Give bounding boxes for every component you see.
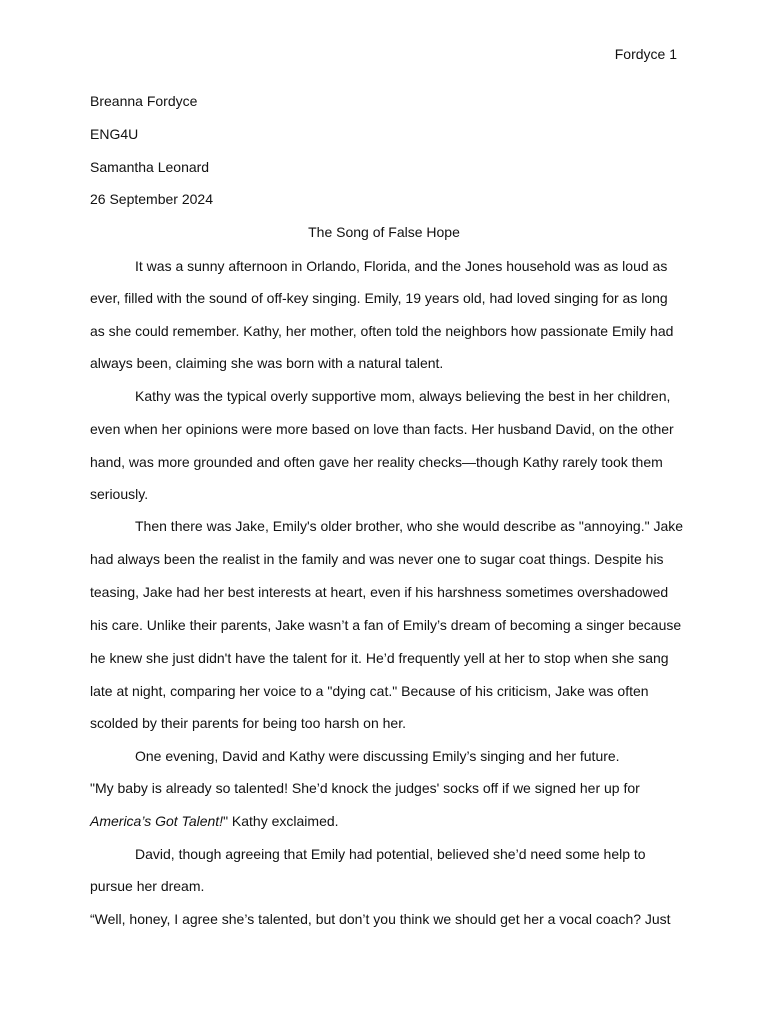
body-line: as she could remember. Kathy, her mother, often told the neighbors how passionate Emily had: [90, 323, 674, 339]
body-line: David, though agreeing that Emily had potential, believed she’d need some help to: [135, 846, 646, 862]
document-title: The Song of False Hope: [308, 224, 460, 240]
running-head: Fordyce 1: [614, 46, 677, 62]
teacher-name: Samantha Leonard: [90, 159, 210, 175]
body-line: pursue her dream.: [90, 878, 205, 894]
body-line: "My baby is already so talented! She’d knock the judges' socks off if we signed her up for: [90, 780, 640, 796]
body-line: late at night, comparing her voice to a "dying cat." Because of his criticism, Jake was often: [90, 683, 649, 699]
body-line: hand, was more grounded and often gave her reality checks—though Kathy rarely took them: [90, 454, 663, 470]
body-line: teasing, Jake had her best interests at heart, even if his harshness sometimes overshadowed: [90, 584, 669, 600]
quote-tail: " Kathy exclaimed.: [223, 813, 339, 829]
body-line: scolded by their parents for being too harsh on her.: [90, 715, 406, 731]
student-name: Breanna Fordyce: [90, 93, 198, 109]
course-code: ENG4U: [90, 126, 139, 142]
body-line: “Well, honey, I agree she’s talented, but don’t you think we should get her a vocal coach? Just: [90, 911, 671, 927]
body-line-with-title: [90, 813, 339, 829]
body-line: always been, claiming she was born with a natural talent.: [90, 355, 444, 371]
body-line: It was a sunny afternoon in Orlando, Florida, and the Jones household was as loud as: [135, 258, 668, 274]
body-line: had always been the realist in the family and was never one to sugar coat things. Despite his: [90, 551, 664, 567]
body-line: even when her opinions were more based on love than facts. Her husband David, on the other: [90, 421, 674, 437]
body-line: he knew she just didn't have the talent for it. He’d frequently yell at her to stop when she sang: [90, 650, 669, 666]
body-line: ever, filled with the sound of off-key singing. Emily, 19 years old, had loved singing for as long: [90, 290, 668, 306]
body-line: Then there was Jake, Emily's older brother, who she would describe as "annoying." Jake: [135, 518, 684, 534]
body-line: One evening, David and Kathy were discussing Emily’s singing and her future.: [135, 748, 620, 764]
date-line: 26 September 2024: [90, 191, 213, 207]
show-title-italic: America’s Got Talent!: [90, 813, 224, 829]
body-line: seriously.: [90, 486, 149, 502]
body-line: Kathy was the typical overly supportive mom, always believing the best in her children,: [135, 388, 671, 404]
body-line: his care. Unlike their parents, Jake wasn’t a fan of Emily’s dream of becoming a singer because: [90, 617, 682, 633]
